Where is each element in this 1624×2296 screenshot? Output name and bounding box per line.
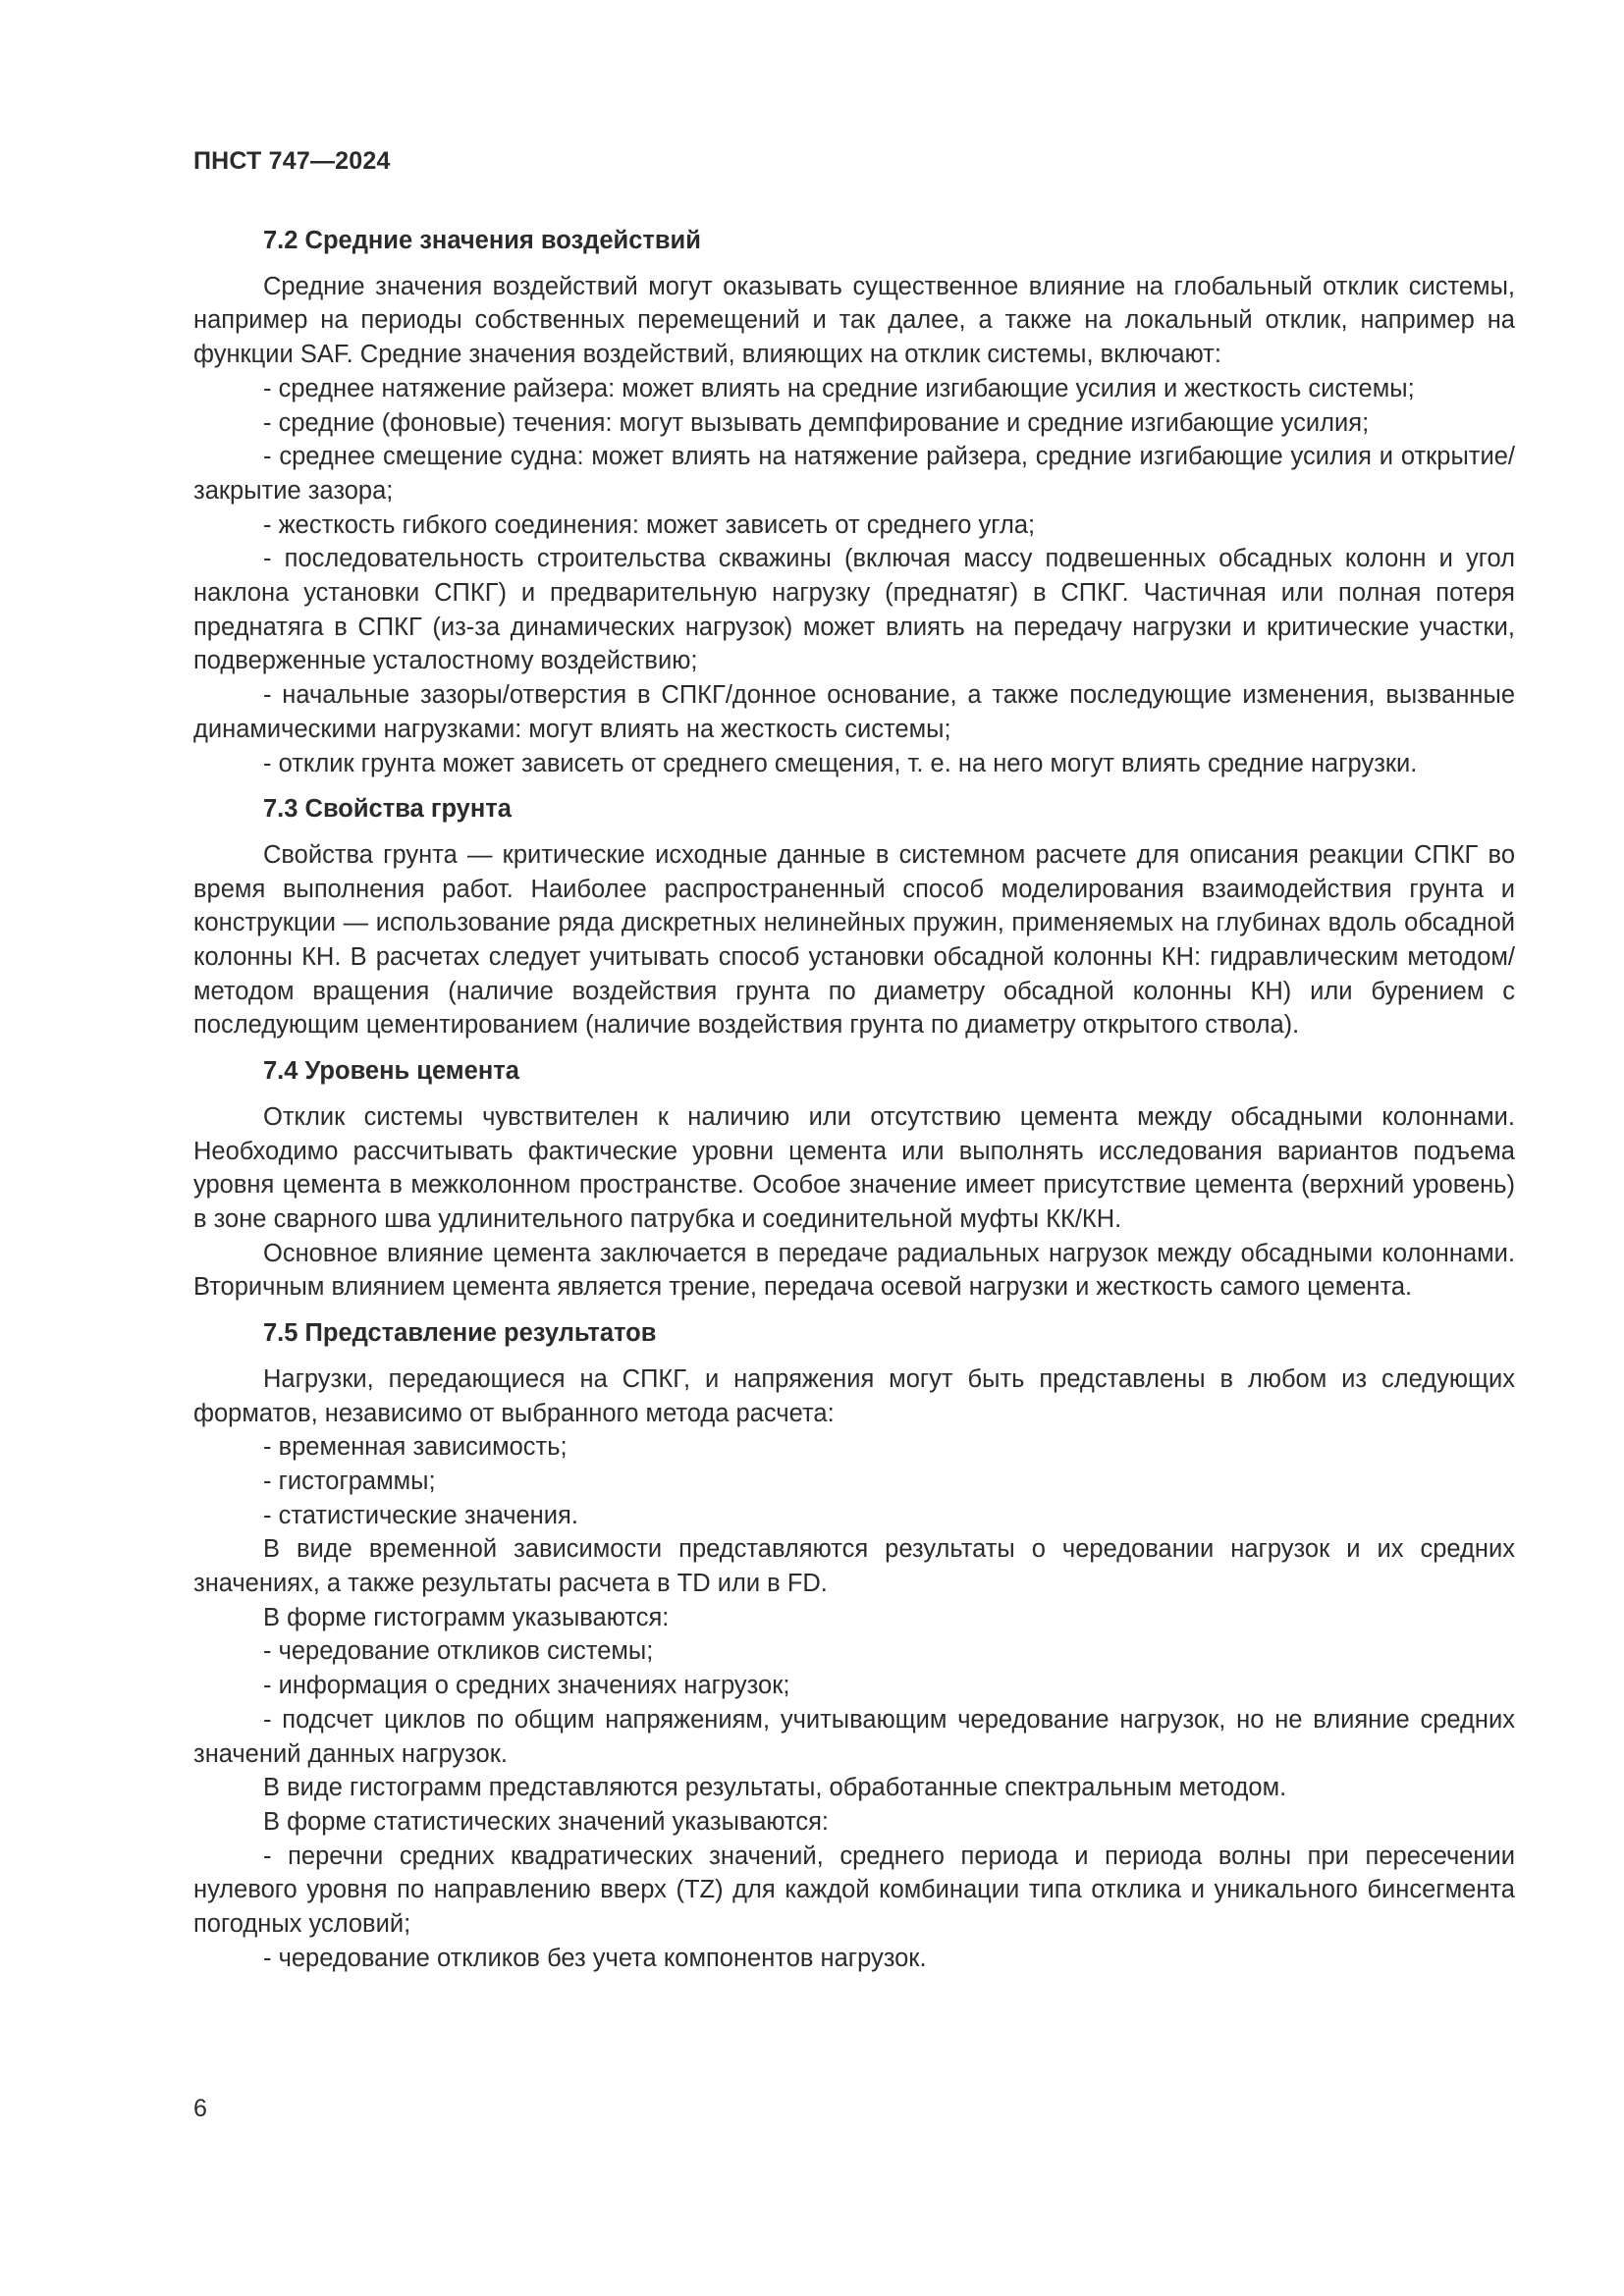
page-number: 6 [193, 2095, 207, 2122]
list-item: - отклик грунта может зависеть от среднего смещения, т. е. на него могут влиять средние нагрузки. [263, 749, 1418, 777]
section-7-3 [193, 792, 1515, 1042]
section-title: 7.2 Средние значения воздействий [263, 227, 701, 254]
paragraph: В форме статистических значений указываются: [263, 1807, 829, 1836]
list-item: - гистограммы; [263, 1467, 436, 1495]
paragraph: В форме гистограмм указываются: [263, 1603, 670, 1631]
list-item: - перечни средних квадратических значений, среднего периода и периода волны при пересечении нулевого уровня по направлению вверх (TZ) для каждой комбинации типа отклика и уникального бинсегмента погодных условий; [193, 1842, 1515, 1939]
list-item: - среднее натяжение райзера: может влиять на средние изгибающие усилия и жесткость системы; [263, 374, 1415, 402]
paragraph: Основное влияние цемента заключается в передаче радиальных нагрузок между обсадными колоннами. Вторичным влиянием цемента является трение, передача осевой нагрузки и жесткость самого цемента. [193, 1239, 1515, 1302]
list-item: - начальные зазоры/отверстия в СПКГ/донное основание, а также последующие изменения, вызванные динамическими нагрузками: могут влиять на жесткость системы; [193, 681, 1515, 743]
list-item: - жесткость гибкого соединения: может зависеть от среднего угла; [263, 510, 1036, 539]
section-7-2 [193, 224, 1515, 780]
list-item: - временная зависимость; [263, 1433, 568, 1462]
section-7-4 [193, 1054, 1515, 1305]
paragraph: Средние значения воздействий могут оказывать существенное влияние на глобальный отклик системы, например на периоды собственных перемещений и так далее, а также на локальный отклик, например на функции SAF. Средние значения воздействий, влияющих на отклик системы, включают: [193, 272, 1515, 369]
list-item: - информация о средних значениях нагрузок; [263, 1672, 790, 1700]
paragraph: В виде временной зависимости представляются результаты о чередовании нагрузок и их средних значениях, а также результаты расчета в TD или в FD. [193, 1535, 1515, 1598]
list-item: - чередование откликов системы; [263, 1637, 654, 1666]
document-code-header: ПНСТ 747—2024 [193, 147, 391, 175]
section-title: 7.4 Уровень цемента [263, 1057, 519, 1086]
paragraph: Свойства грунта — критические исходные данные в системном расчете для описания реакции СПКГ во время выполнения работ. Наиболее распространенный способ моделирования взаимодействия грунта и конструкции — использование ряда дискретных нелинейных пружин, применяемых на глубинах вдоль обсадной колонны КН. В расчетах следует учитывать способ установки обсадной колонны КН: гидравлическим методом/методом вращения (наличие воздействия грунта по диаметру обсадной колонны КН) или бурением с последующим цементированием (наличие воздействия грунта по диаметру открытого ствола). [193, 840, 1515, 1040]
section-7-5 [193, 1316, 1515, 1975]
list-item: - чередование откликов без учета компонентов нагрузок. [263, 1944, 927, 1972]
section-title: 7.3 Свойства грунта [263, 795, 512, 824]
document-body [193, 224, 1515, 1987]
list-item: - последовательность строительства скважины (включая массу подвешенных обсадных колонн и угол наклона установки СПКГ) и предварительную нагрузку (преднатяг) в СПКГ. Частичная или полная потеря преднатяга в СПКГ (из-за динамических нагрузок) может влиять на передачу нагрузки и критические участки, подверженные усталостному воздействию; [193, 545, 1515, 675]
list-item: - средние (фоновые) течения: могут вызывать демпфирование и средние изгибающие усилия; [263, 408, 1370, 437]
list-item: - среднее смещение судна: может влиять на натяжение райзера, средние изгибающие усилия и открытие/закрытие зазора; [193, 443, 1515, 505]
paragraph: Нагрузки, передающиеся на СПКГ, и напряжения могут быть представлены в любом из следующих форматов, независимо от выбранного метода расчета: [193, 1364, 1515, 1427]
paragraph: Отклик системы чувствителен к наличию или отсутствию цемента между обсадными колоннами. Необходимо рассчитывать фактические уровни цемента или выполнять исследования вариантов подъема уровня цемента в межколонном пространстве. Особое значение имеет присутствие цемента (верхний уровень) в зоне сварного шва удлинительного патрубка и соединительной муфты КК/КН. [193, 1102, 1515, 1233]
paragraph: В виде гистограмм представляются результаты, обработанные спектральным методом. [263, 1774, 1287, 1802]
list-item: - подсчет циклов по общим напряжениям, учитывающим чередование нагрузок, но не влияние средних значений данных нагрузок. [193, 1705, 1515, 1768]
list-item: - статистические значения. [263, 1501, 578, 1529]
section-title: 7.5 Представление результатов [263, 1319, 657, 1348]
